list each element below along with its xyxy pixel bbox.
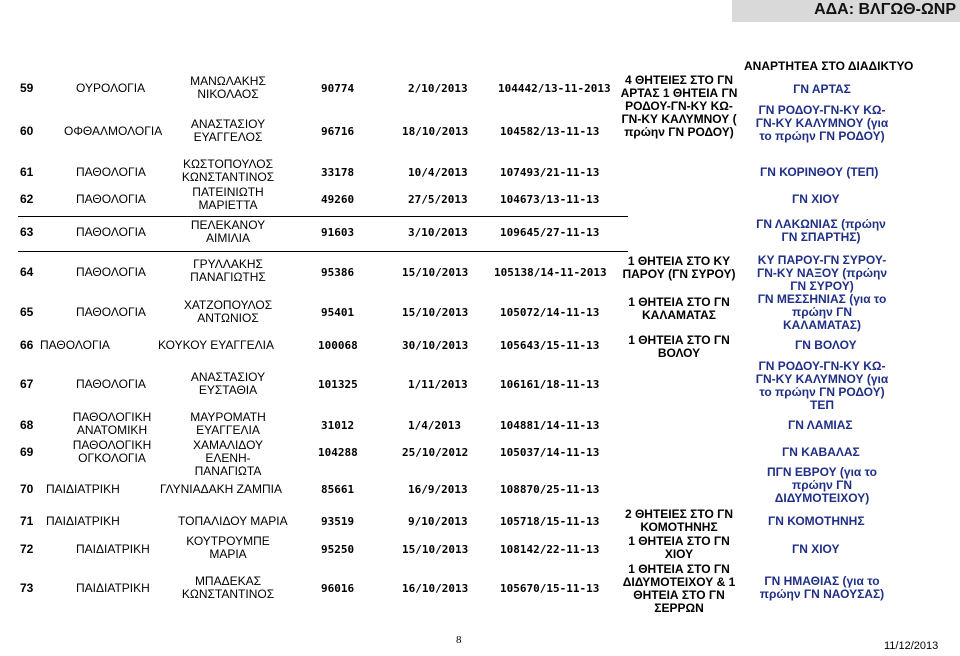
row-number: 72 — [20, 542, 34, 556]
doctor-name: ΜΑΝΩΛΑΚΗΣ ΝΙΚΟΛΑΟΣ — [190, 74, 266, 101]
doctor-name: ΧΑΜΑΛΙΔΟΥ ΕΛΕΝΗ-ΠΑΝΑΓΙΩΤΑ — [192, 438, 264, 478]
specialty: ΠΑΘΟΛΟΓΙΑ — [76, 265, 146, 279]
code: 33178 — [321, 166, 355, 179]
row-number: 64 — [20, 265, 34, 279]
doctor-name: ΠΑΤΕΙΝΙΩΤΗ ΜΑΡΙΕΤΤΑ — [192, 185, 264, 212]
hospital: ΓΝ ΧΙΟΥ — [792, 192, 840, 206]
hospital: ΓΝ ΗΜΑΘΙΑΣ (για το πρώην ΓΝ ΝΑΟΥΣΑΣ) — [759, 574, 885, 601]
row-number: 73 — [20, 581, 34, 595]
hospital: ΓΝ ΛΑΚΩΝΙΑΣ (πρώην ΓΝ ΣΠΑΡΤΗΣ) — [756, 217, 886, 244]
online-title: ΑΝΑΡΤΗΤΕΑ ΣΤΟ ΔΙΑΔΙΚΤΥΟ — [744, 59, 914, 73]
row-number: 65 — [20, 305, 34, 319]
date: 1/11/2013 — [408, 378, 468, 391]
doctor-name: ΑΝΑΣΤΑΣΙΟΥ ΕΥΣΤΑΘΙΑ — [190, 370, 266, 397]
specialty: ΠΑΘΟΛΟΓΙΚΗ ΟΓΚΟΛΟΓΙΑ — [72, 438, 152, 465]
doctor-name: ΜΠΑΔΕΚΑΣ ΚΩΝΣΤΑΝΤΙΝΟΣ — [181, 574, 275, 601]
date: 10/4/2013 — [408, 166, 468, 179]
row-number: 60 — [20, 124, 34, 138]
specialty: ΠΑΙΔΙΑΤΡΙΚΗ — [46, 514, 120, 528]
doctor-name: ΓΡΥΛΛΑΚΗΣ ΠΑΝΑΓΙΩΤΗΣ — [190, 257, 266, 284]
date: 3/10/2013 — [408, 226, 468, 239]
protocol: 105670/15-11-13 — [500, 582, 600, 595]
code: 31012 — [321, 419, 355, 432]
position-text: 1 ΘΗΤΕΙΑ ΣΤΟ ΓΝ ΚΑΛΑΜΑΤΑΣ — [628, 295, 730, 322]
hospital: ΓΝ ΛΑΜΙΑΣ — [788, 418, 853, 432]
specialty: ΠΑΙΔΙΑΤΡΙΚΗ — [76, 581, 150, 595]
doctor-name: ΠΕΛΕΚΑΝΟΥ ΑΙΜΙΛΙΑ — [190, 218, 266, 245]
date: 25/10/2012 — [402, 446, 469, 459]
row-number: 68 — [20, 418, 34, 432]
footer-date: 11/12/2013 — [884, 640, 939, 652]
protocol: 104442/13-11-2013 — [498, 82, 611, 95]
doctor-name: ΚΩΣΤΟΠΟΥΛΟΣ ΚΩΝΣΤΑΝΤΙΝΟΣ — [181, 157, 275, 184]
specialty: ΠΑΙΔΙΑΤΡΙΚΗ — [46, 482, 120, 496]
date: 15/10/2013 — [402, 266, 469, 279]
doctor-name: ΓΛΥΝΙΑΔΑΚΗ ΖΑΜΠΙΑ — [160, 482, 282, 496]
date: 9/10/2013 — [408, 515, 468, 528]
doctor-name: ΧΑΤΖΟΠΟΥΛΟΣ ΑΝΤΩΝΙΟΣ — [183, 298, 273, 325]
doctor-name: ΚΟΥΚΟΥ ΕΥΑΓΓΕΛΙΑ — [158, 338, 274, 352]
protocol: 104881/14-11-13 — [500, 419, 600, 432]
protocol: 105718/15-11-13 — [500, 515, 600, 528]
decision-id-banner — [732, 0, 960, 22]
hospital: ΓΝ ΑΡΤΑΣ — [793, 82, 851, 96]
hospital: ΓΝ ΚΟΡΙΝΘΟΥ (ΤΕΠ) — [760, 165, 879, 179]
code: 96016 — [321, 582, 355, 595]
hospital: ΓΝ ΚΑΒΑΛΑΣ — [782, 445, 860, 459]
page-number: 8 — [456, 634, 462, 646]
doctor-name: ΚΟΥΤΡΟΥΜΠΕ ΜΑΡΙΑ — [186, 534, 270, 561]
specialty: ΠΑΘΟΛΟΓΙΑ — [76, 165, 146, 179]
code: 49260 — [321, 193, 355, 206]
date: 15/10/2013 — [402, 306, 469, 319]
date: 1/4/2013 — [408, 419, 461, 432]
hospital: ΓΝ ΧΙΟΥ — [792, 542, 840, 556]
row-number: 59 — [20, 81, 34, 95]
doctor-name: ΜΑΥΡΟΜΑΤΗ ΕΥΑΓΓΕΛΙΑ — [190, 410, 266, 437]
code: 90774 — [321, 82, 355, 95]
protocol: 108142/22-11-13 — [500, 543, 600, 556]
position-text: 1 ΘΗΤΕΙΑ ΣΤΟ ΚΥ ΠΑΡΟΥ (ΓΝ ΣΥΡΟΥ) — [622, 254, 736, 281]
protocol: 105138/14-11-2013 — [494, 266, 607, 279]
row-number: 66 — [20, 338, 34, 352]
specialty: ΟΥΡΟΛΟΓΙΑ — [76, 81, 146, 95]
protocol: 104673/13-11-13 — [500, 193, 600, 206]
specialty: ΠΑΘΟΛΟΓΙΑ — [76, 192, 146, 206]
position-text: 2 ΘΗΤΕΙΕΣ ΣΤΟ ΓΝ ΚΟΜΟΤΗΝΗΣ — [624, 507, 734, 534]
row-number: 67 — [20, 377, 34, 391]
protocol: 107493/21-11-13 — [500, 166, 600, 179]
code: 95250 — [321, 543, 355, 556]
code: 95386 — [321, 266, 355, 279]
date: 16/10/2013 — [402, 582, 469, 595]
row-divider — [18, 251, 628, 252]
code: 85661 — [321, 483, 355, 496]
specialty: ΠΑΙΔΙΑΤΡΙΚΗ — [76, 542, 150, 556]
code: 96716 — [321, 125, 355, 138]
date: 16/9/2013 — [408, 483, 468, 496]
row-number: 61 — [20, 165, 34, 179]
row-divider — [18, 216, 628, 217]
specialty: ΠΑΘΟΛΟΓΙΑ — [40, 338, 110, 352]
code: 101325 — [318, 378, 358, 391]
hospital: ΓΝ ΡΟΔΟΥ-ΓΝ-ΚΥ ΚΩ-ΓΝ-ΚΥ ΚΑΛΥΜΝΟΥ (για το πρώην ΓΝ ΡΟΔΟΥ) ΤΕΠ — [755, 359, 889, 412]
code: 95401 — [321, 306, 355, 319]
hospital: ΠΓΝ ΕΒΡΟΥ (για το πρώην ΓΝ ΔΙΔΥΜΟΤΕΙΧΟΥ) — [767, 465, 877, 505]
protocol: 106161/18-11-13 — [500, 378, 600, 391]
row-number: 71 — [20, 514, 34, 528]
row-number: 70 — [20, 482, 34, 496]
position-text: 1 ΘΗΤΕΙΑ ΣΤΟ ΓΝ ΔΙΔΥΜΟΤΕΙΧΟΥ & 1 ΘΗΤΕΙΑ ΣΤΟ ΓΝ ΣΕΡΡΩΝ — [622, 562, 736, 615]
date: 27/5/2013 — [408, 193, 468, 206]
position-text: 4 ΘΗΤΕΙΕΣ ΣΤΟ ΓΝ ΑΡΤΑΣ 1 ΘΗΤΕΙΑ ΓΝ ΡΟΔΟΥ-ΓΝ-ΚΥ ΚΩ- ΓΝ-ΚΥ ΚΑΛΥΜΝΟΥ ( πρώην ΓΝ ΡΟΔΟΥ) — [620, 73, 738, 139]
protocol: 104582/13-11-13 — [500, 125, 600, 138]
date: 30/10/2013 — [402, 339, 469, 352]
protocol: 105037/14-11-13 — [500, 446, 600, 459]
row-number: 69 — [20, 445, 34, 459]
protocol: 105072/14-11-13 — [500, 306, 600, 319]
row-number: 63 — [20, 225, 34, 239]
row-number: 62 — [20, 192, 34, 206]
position-text: 1 ΘΗΤΕΙΑ ΣΤΟ ΓΝ ΧΙΟΥ — [628, 534, 730, 561]
code: 93519 — [321, 515, 355, 528]
specialty: ΠΑΘΟΛΟΓΙΑ — [76, 377, 146, 391]
code: 100068 — [318, 339, 358, 352]
specialty: ΠΑΘΟΛΟΓΙΚΗ ΑΝΑΤΟΜΙΚΗ — [72, 410, 152, 437]
hospital: ΚΥ ΠΑΡΟΥ-ΓΝ ΣΥΡΟΥ-ΓΝ-ΚΥ ΝΑΞΟΥ (πρώην ΓΝ ΣΥΡΟΥ) — [756, 253, 888, 293]
specialty: ΠΑΘΟΛΟΓΙΑ — [76, 225, 146, 239]
hospital: ΓΝ ΒΟΛΟΥ — [795, 338, 857, 352]
hospital: ΓΝ ΡΟΔΟΥ-ΓΝ-ΚΥ ΚΩ-ΓΝ-ΚΥ ΚΑΛΥΜΝΟΥ (για το πρώην ΓΝ ΡΟΔΟΥ) — [755, 103, 889, 143]
date: 15/10/2013 — [402, 543, 469, 556]
date: 2/10/2013 — [408, 82, 468, 95]
doctor-name: ΤΟΠΑΛΙΔΟΥ ΜΑΡΙΑ — [178, 514, 288, 528]
protocol: 105643/15-11-13 — [500, 339, 600, 352]
specialty: ΟΦΘΑΛΜΟΛΟΓΙΑ — [64, 124, 163, 138]
specialty: ΠΑΘΟΛΟΓΙΑ — [76, 305, 146, 319]
decision-id: ΑΔΑ: ΒΛΓΩΘ-ΩΝΡ — [814, 1, 956, 18]
hospital: ΓΝ ΜΕΣΣΗΝΙΑΣ (για το πρώην ΓΝ ΚΑΛΑΜΑΤΑΣ) — [757, 292, 887, 332]
protocol: 109645/27-11-13 — [500, 226, 600, 239]
protocol: 108870/25-11-13 — [500, 483, 600, 496]
hospital: ΓΝ ΚΟΜΟΤΗΝΗΣ — [768, 514, 865, 528]
date: 18/10/2013 — [402, 125, 469, 138]
doctor-name: ΑΝΑΣΤΑΣΙΟΥ ΕΥΑΓΓΕΛΟΣ — [190, 117, 266, 144]
position-text: 1 ΘΗΤΕΙΑ ΣΤΟ ΓΝ ΒΟΛΟΥ — [628, 333, 730, 360]
code: 104288 — [318, 446, 358, 459]
code: 91603 — [321, 226, 355, 239]
